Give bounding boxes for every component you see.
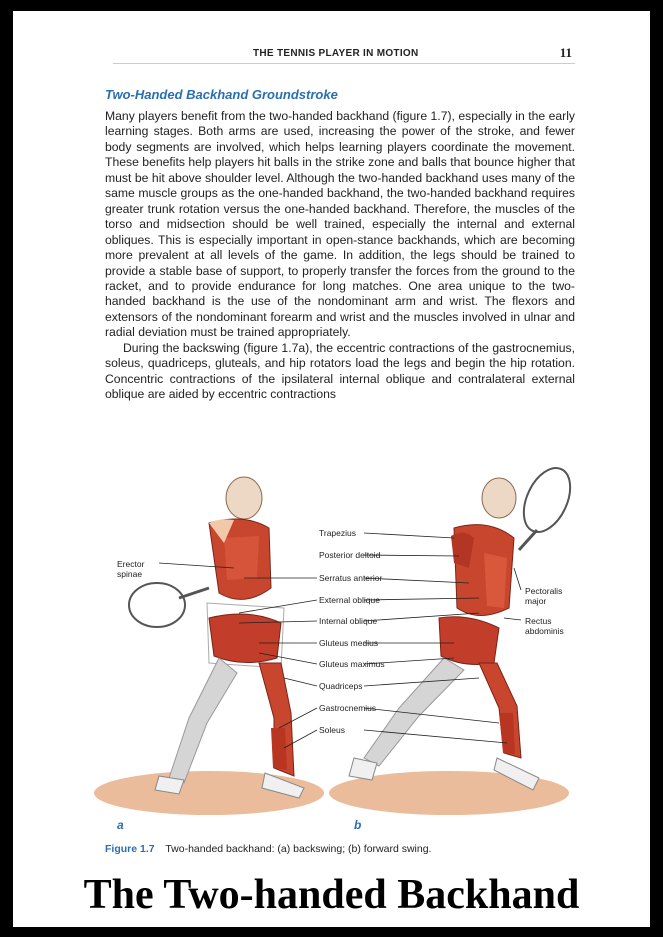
- label-soleus: Soleus: [319, 725, 345, 735]
- running-header: [113, 41, 575, 64]
- label-pectoralis-major: Pectoralis major: [525, 586, 563, 606]
- head-a: [226, 477, 262, 519]
- paragraph-2: During the backswing (figure 1.7a), the eccentric contractions of the gastrocnemius, soleus, quadriceps, gluteals, and hip rotators load the legs and begin the hip rotation. Concentric contractions of the ipsilateral internal oblique and contralateral external oblique are aided by eccentric contractions: [105, 340, 575, 402]
- label-gluteus-maximus: Gluteus maximus: [319, 659, 385, 669]
- panel-label-a: a: [117, 818, 124, 832]
- caption-text: Two-handed backhand: (a) backswing; (b) forward swing.: [165, 843, 432, 855]
- head-b: [482, 478, 516, 518]
- figure-illustration: [59, 458, 576, 853]
- overlay-title: The Two-handed Backhand: [83, 872, 580, 918]
- label-external-oblique: External oblique: [319, 595, 380, 605]
- label-gastrocnemius: Gastrocnemius: [319, 703, 377, 713]
- caption-label: Figure 1.7: [105, 843, 155, 855]
- paragraph-1: Many players benefit from the two-handed backhand (figure 1.7), especially in the early learning stages. Both arms are used, increasing the power of the stroke, and fewer body segments are involved, which helps learning players coordinate the movement. These benefits help players hit balls in the strike zone and balls that bounce higher that must be hit above shoulder level. Although the two-handed backhand uses many of the same muscle groups as the one-handed backhand, the two-handed backhand requires greater trunk rotation versus the one-handed backhand. Therefore, the muscles of the torso and midsection should be well trained, especially the internal and external obliques. This is especially important in open-stance backhands, which are becoming more prevalent at all levels of the game. In addition, the legs should be trained to provide a stable base of support, to properly transfer the forces from the ground to the racket, and to provide endurance for long matches. One area unique to the two-handed backhand is the use of the nondominant arm and wrist. The flexors and extensors of the nondominant forearm and wrist and the muscles involved in ulnar and radial deviation must be trained appropriately.: [105, 109, 575, 340]
- panel-label-b: b: [354, 818, 362, 832]
- label-serratus-anterior: Serratus anterior: [319, 573, 383, 583]
- label-quadriceps: Quadriceps: [319, 681, 363, 691]
- player-a: [129, 477, 304, 798]
- page-number: 11: [559, 45, 572, 60]
- racket-a: [129, 583, 185, 627]
- label-rectus-abdominis: Rectus abdominis: [525, 616, 564, 636]
- anatomy-illustration: [59, 458, 576, 853]
- label-gluteus-medius: Gluteus medius: [319, 638, 379, 648]
- label-internal-oblique: Internal oblique: [319, 616, 378, 626]
- section-title: Two-Handed Backhand Groundstroke: [105, 87, 338, 102]
- racket-b: [515, 461, 576, 540]
- body-text: [105, 109, 575, 403]
- figure-caption: [105, 843, 431, 855]
- label-trapezius: Trapezius: [319, 528, 357, 538]
- label-posterior-deltoid: Posterior deltoid: [319, 550, 381, 560]
- book-page: [13, 11, 650, 927]
- label-erector-spinae: Erector spinae: [117, 559, 145, 579]
- running-title: THE TENNIS PLAYER IN MOTION: [253, 48, 419, 59]
